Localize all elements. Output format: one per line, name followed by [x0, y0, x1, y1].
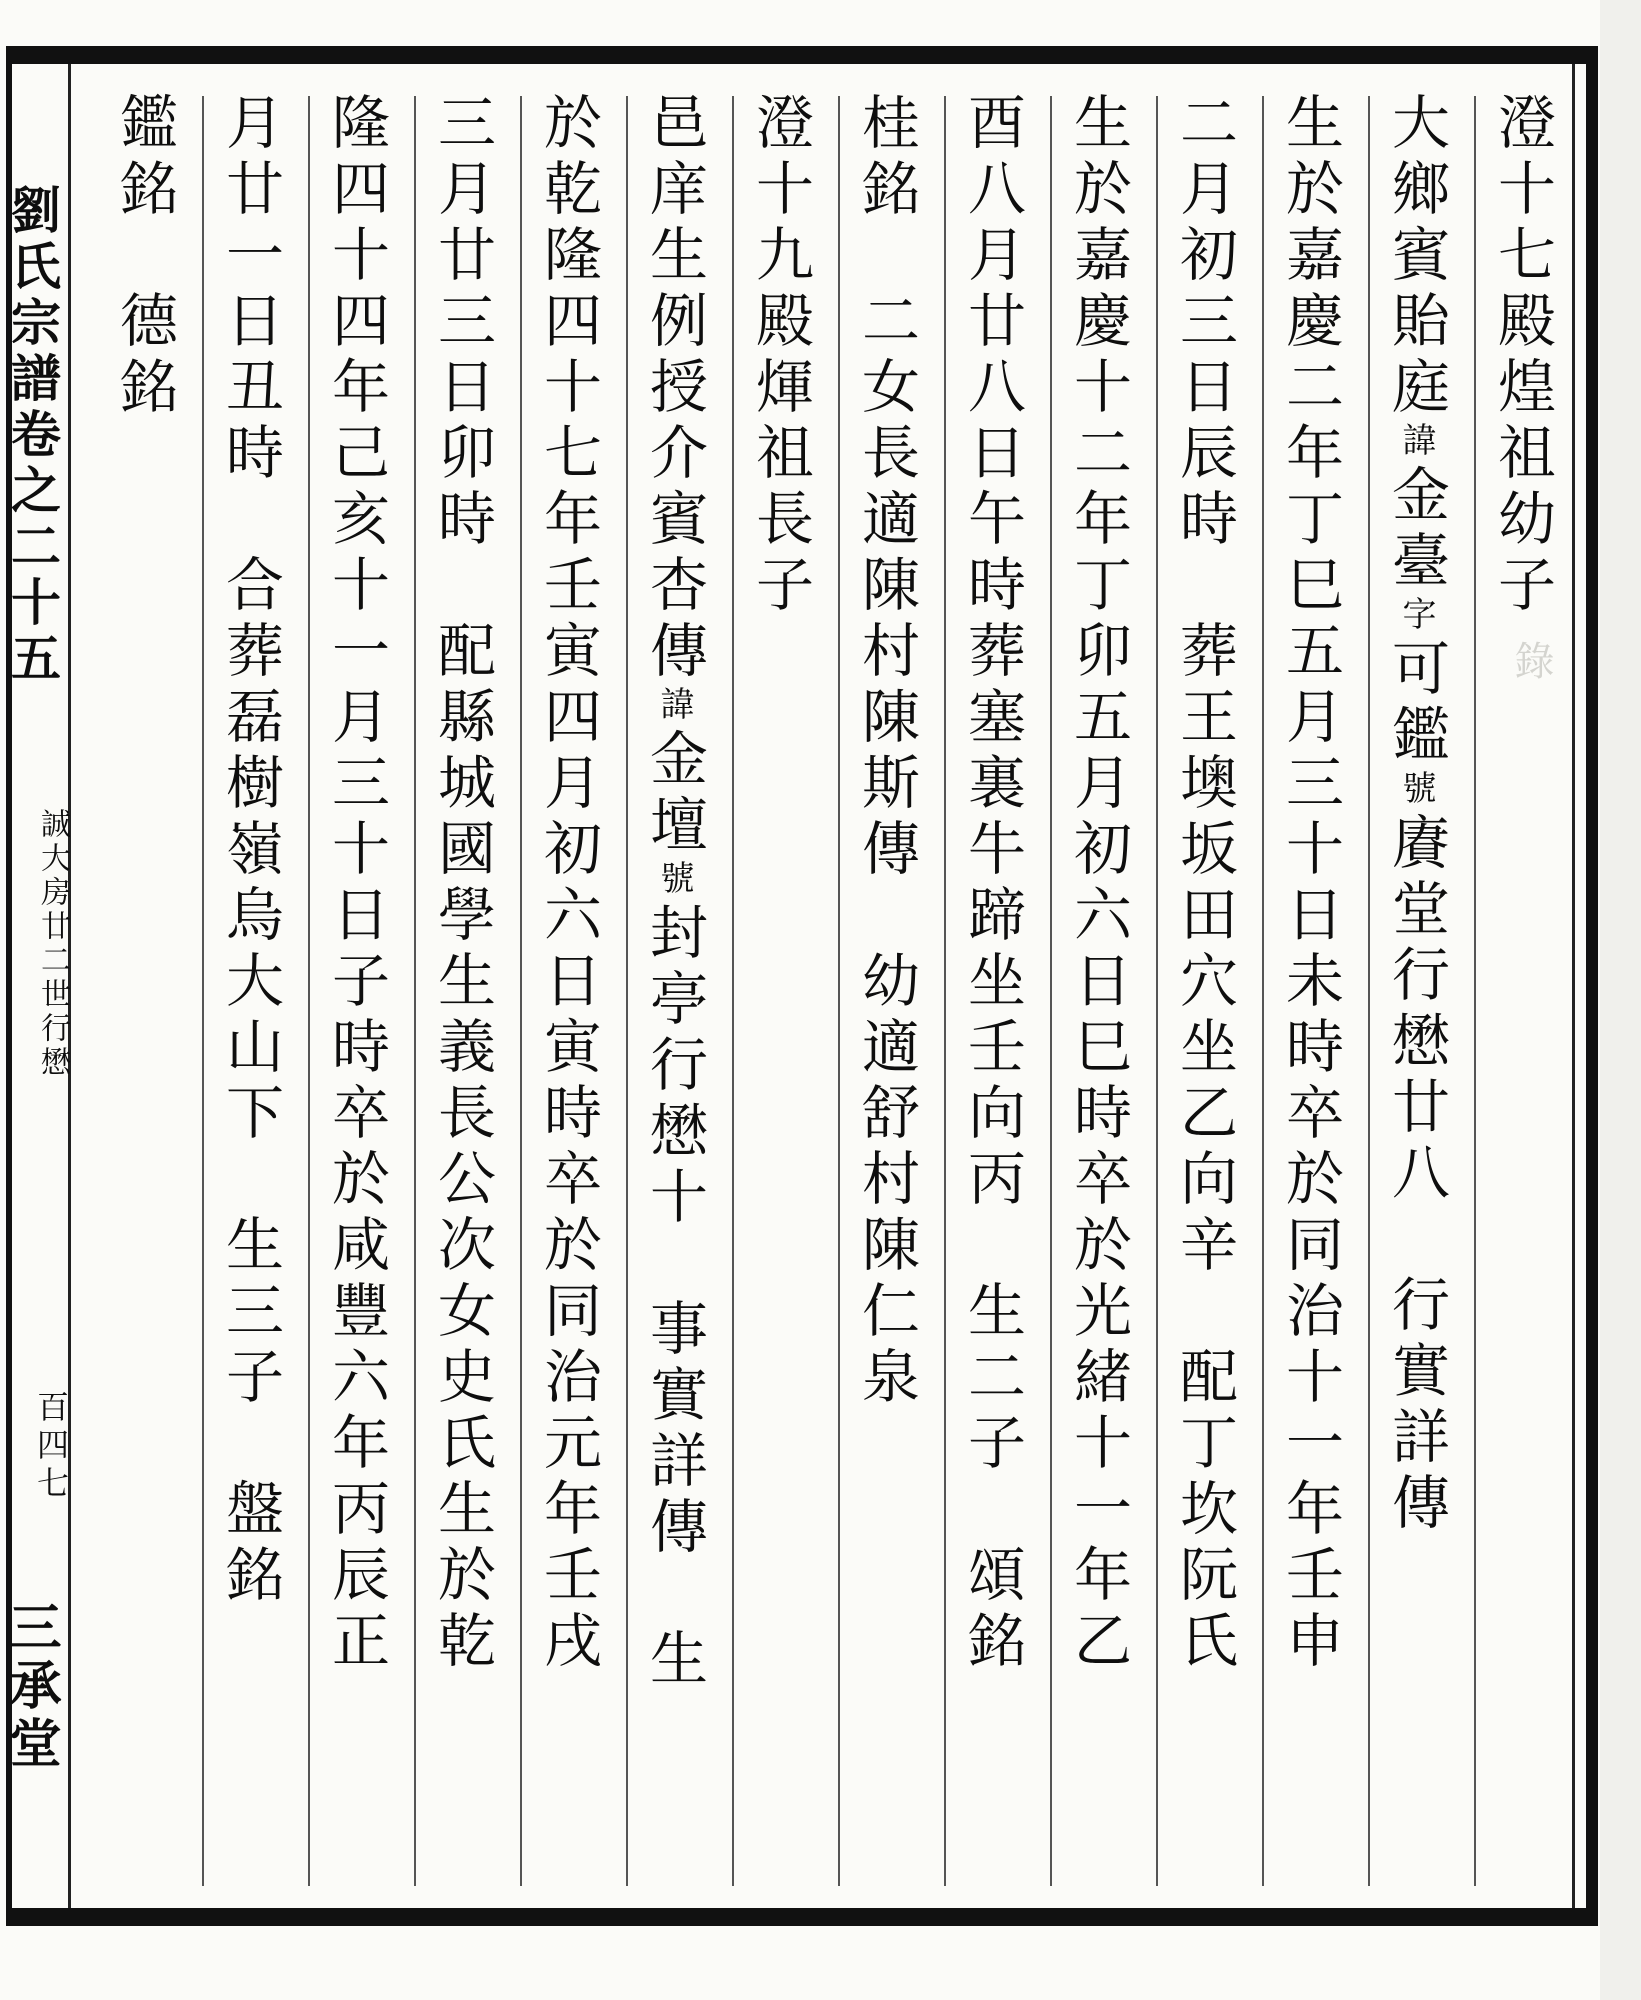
column-rule: [626, 96, 628, 1886]
spine-branch-label: 誠大房廿二世行懋: [35, 808, 70, 1080]
page-edge-bleed: [1600, 0, 1641, 2000]
column-rule: [308, 96, 310, 1886]
column-rule: [732, 96, 734, 1886]
frame-top-border: [6, 46, 1598, 64]
spine-hall-name: 三承堂: [0, 1600, 61, 1774]
text-column-5: 生於嘉慶十二年丁卯五月初六日巳時卒於光緒十一年乙: [1064, 92, 1132, 1676]
spine-page-number: 百四七: [32, 1390, 70, 1504]
frame-right-border: [1586, 46, 1598, 1926]
text-column-11: 三月廿三日卯時 配縣城國學生義長公次女史氏生於乾: [428, 92, 496, 1676]
column-rule: [1474, 96, 1476, 1886]
bleed-through-text: 錄: [1508, 640, 1554, 680]
text-column-3: 生於嘉慶二年丁巳五月三十日未時卒於同治十一年壬申: [1276, 92, 1344, 1676]
text-column-7: 桂銘 二女長適陳村陳斯傳 幼適舒村陳仁泉: [852, 92, 920, 1412]
text-column-13: 月廿一日丑時 合葬磊樹嶺烏大山下 生三子 盤銘: [216, 92, 284, 1610]
text-column-8: 澄十九殿煇祖長子: [746, 92, 814, 620]
column-rule: [202, 96, 204, 1886]
text-column-14: 鑑銘 德銘: [110, 92, 178, 422]
text-column-1: 澄十七殿煌祖幼子: [1488, 92, 1556, 620]
frame-inner-right-rule: [1572, 64, 1575, 1908]
column-rule: [838, 96, 840, 1886]
column-rule: [1368, 96, 1370, 1886]
frame-bottom-border: [6, 1908, 1598, 1926]
text-column-9: 邑庠生例授介賓杏傳諱金壇號封亭行懋十 事實詳傳 生: [640, 92, 708, 1694]
text-column-10: 於乾隆四十七年壬寅四月初六日寅時卒於同治元年壬戌: [534, 92, 602, 1676]
column-rule: [414, 96, 416, 1886]
column-rule: [944, 96, 946, 1886]
column-rule: [1262, 96, 1264, 1886]
text-column-12: 隆四十四年己亥十一月三十日子時卒於咸豐六年丙辰正: [322, 92, 390, 1676]
column-rule: [1156, 96, 1158, 1886]
column-rule: [520, 96, 522, 1886]
text-column-2: 大鄉賓貽庭諱金臺字可鑑號賡堂行懋廿八 行實詳傳: [1382, 92, 1450, 1538]
column-rule: [1050, 96, 1052, 1886]
spine-book-title: 劉氏宗譜卷之二十五: [3, 184, 62, 688]
text-column-6: 酉八月廿八日午時葬塞裏牛蹄坐壬向丙 生二子 頌銘: [958, 92, 1026, 1676]
text-column-4: 二月初三日辰時 葬王墺坂田穴坐乙向辛 配丁坎阮氏: [1170, 92, 1238, 1676]
